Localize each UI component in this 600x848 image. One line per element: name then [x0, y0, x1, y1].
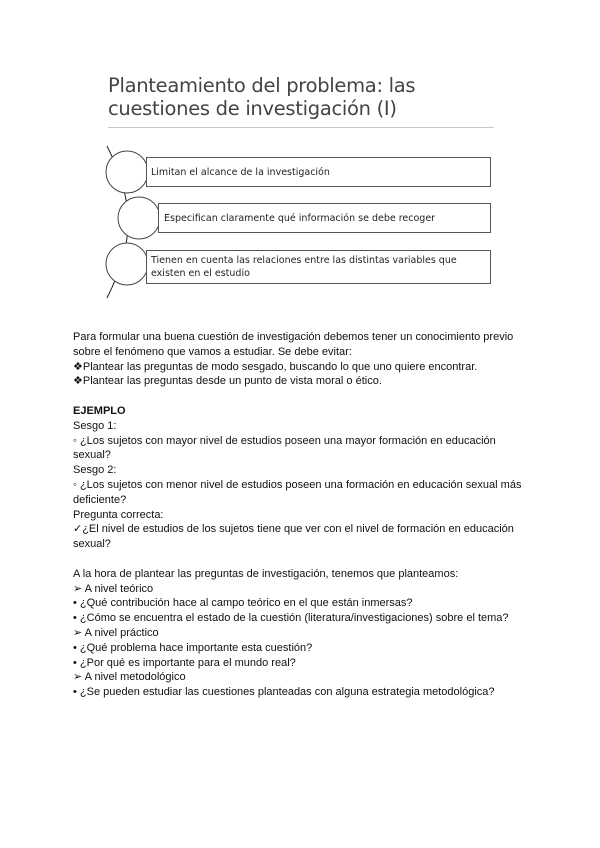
diagram-item-2: Especifican claramente qué información se debe recoger — [164, 212, 436, 224]
list-item: • ¿Qué problema hace importante esta cuestión? — [73, 641, 313, 654]
diagram-item-1: Limitan el alcance de la investigación — [151, 166, 330, 178]
title-divider — [108, 127, 494, 128]
diagram-box-3 — [146, 250, 491, 284]
list-item: • ¿Cómo se encuentra el estado de la cuestión (literatura/investigaciones) sobre el tema? — [73, 612, 509, 625]
bias1-label: Sesgo 1: — [73, 419, 117, 432]
document-body — [73, 330, 533, 700]
avoid-item-1: ❖Plantear las preguntas de modo sesgado, buscando lo que uno quiere encontrar. — [73, 360, 478, 373]
level-practical-heading: ➢ A nivel práctico — [73, 626, 159, 639]
slide-title: Planteamiento del problema: las cuestiones de investigación (I) — [108, 74, 416, 120]
bias2-label: Sesgo 2: — [73, 464, 117, 477]
avoid-item-2: ❖Plantear las preguntas desde un punto de vista moral o ético. — [73, 375, 382, 388]
level-methodological-heading: ➢ A nivel metodológico — [73, 671, 186, 684]
diagram-item-3: Tienen en cuenta las relaciones entre las distintas variables que existen en el estudio — [151, 255, 457, 279]
levels-intro: A la hora de plantear las preguntas de investigación, tenemos que planteamos: — [73, 567, 459, 580]
diagram-box-2 — [158, 203, 491, 233]
bias2-question: ◦ ¿Los sujetos con menor nivel de estudios poseen una formación en educación sexual más deficiente? — [73, 478, 522, 506]
bias1-question: ◦ ¿Los sujetos con mayor nivel de estudios poseen una mayor formación en educación sexual? — [73, 434, 496, 462]
list-item: • ¿Qué contribución hace al campo teórico en el que están inmersas? — [73, 597, 413, 610]
intro-paragraph: Para formular una buena cuestión de investigación debemos tener un conocimiento previo sobre el fenómeno que vamos a estudiar. Se debe evitar: — [73, 331, 514, 358]
example-heading: EJEMPLO — [73, 404, 126, 417]
correct-question: ✓¿El nivel de estudios de los sujetos tiene que ver con el nivel de formación en educación sexual? — [73, 523, 514, 551]
diagram-box-1 — [146, 157, 491, 187]
list-item: • ¿Por qué es importante para el mundo real? — [73, 656, 296, 669]
level-theoretical-heading: ➢ A nivel teórico — [73, 582, 154, 595]
correct-label: Pregunta correcta: — [73, 508, 164, 521]
list-item: • ¿Se pueden estudiar las cuestiones planteadas con alguna estrategia metodológica? — [73, 686, 495, 699]
